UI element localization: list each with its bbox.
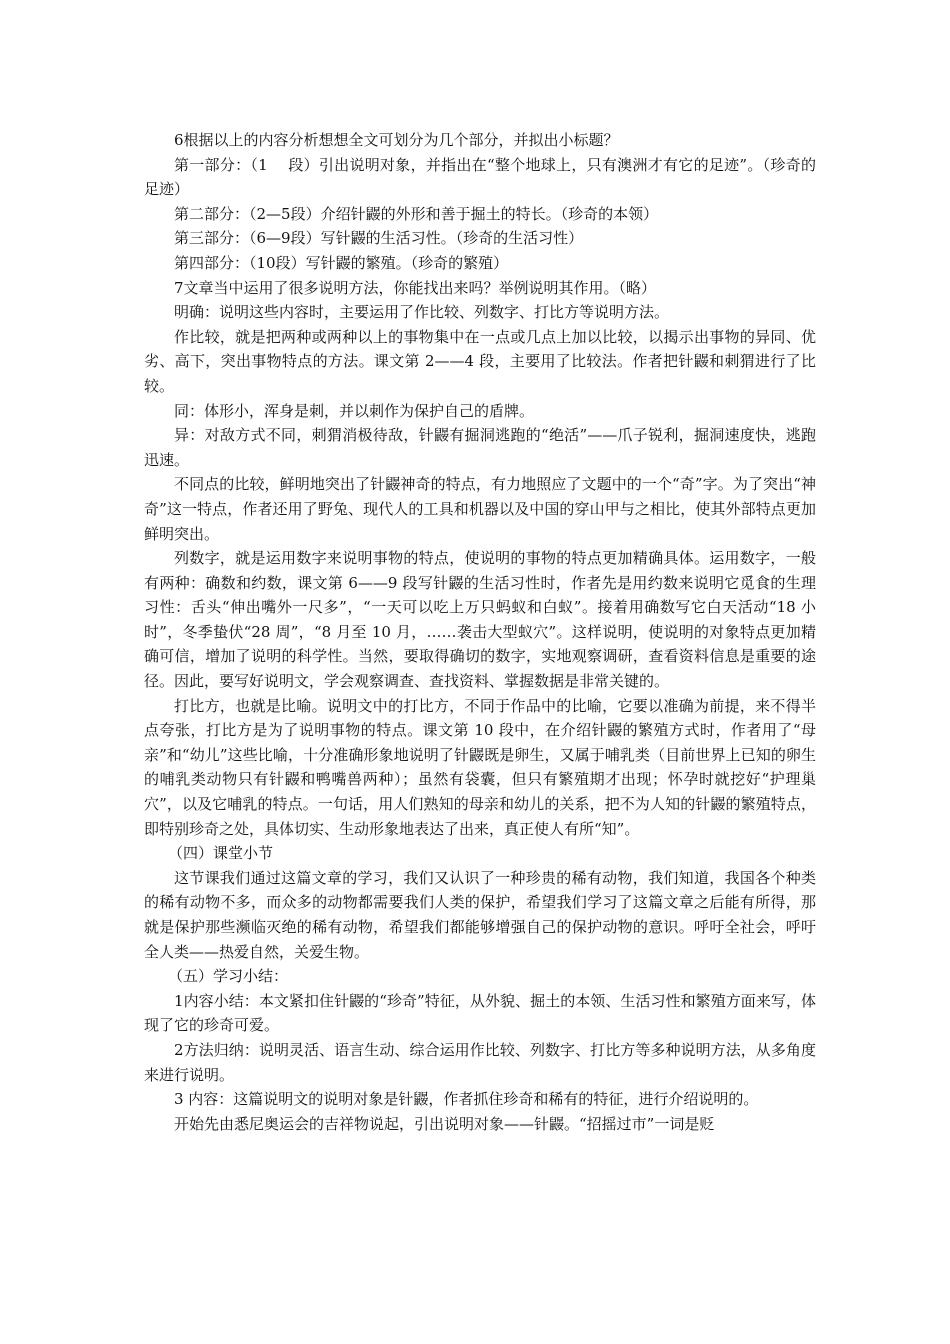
numbers-paragraph: 列数字，就是运用数字来说明事物的特点，使说明的事物的特点更加精确具体。运用数字，一般有两种：确数和约数，课文第 6——9 段写针鼹的生活习性时，作者先是用约数来说明它觅食的生理习性：舌头“伸出嘴外一尺多”，“一天可以吃上万只蚂蚁和白蚁”。接着用确数写它白天活动“18 小时”，冬季蛰伏“28 周”，“8 月至 10 月，……袭击大型蚁穴”。这样说明，使说明的对象特点更加精确可信，增加了说明的科学性。当然，要取得确切的数字，实地观察调研，查看资料信息是重要的途径。因此，要写好说明文，学会观察调查、查找资料、掌握数据是非常关键的。 — [144, 549, 816, 691]
section-4-heading: （四）课堂小节 — [168, 844, 274, 863]
metaphor-paragraph: 打比方，也就是比喻。说明文中的打比方，不同于作品中的比喻，它要以准确为前提，来不得半点夸张，打比方是为了说明事物的特点。课文第 10 段中，在介绍针鼹的繁殖方式时，作者用了“母亲”和“幼儿”这些比喻，十分准确形象地说明了针鼹既是卵生，又属于哺乳类（目前世界上已知的卵生的哺乳类动物只有针鼹和鸭嘴兽两种）；虽然有袋囊，但只有繁殖期才出现；怀孕时就挖好“护理巢穴”，以及它哺乳的特点。一句话，用人们熟知的母亲和幼儿的关系，把不为人知的针鼹的繁殖特点，即特别珍奇之处，具体切实、生动形象地表达了出来，真正使人有所“知”。 — [144, 696, 816, 838]
part-1: 第一部分：（1 段）引出说明对象，并指出在“整个地球上，只有澳洲才有它的足迹”。（珍奇的足迹） — [144, 155, 816, 199]
section-5-heading: （五）学习小结： — [168, 967, 289, 986]
part-4: 第四部分：（10段）写针鼹的繁殖。（珍奇的繁殖） — [174, 253, 509, 272]
question-7: 7文章当中运用了很多说明方法，你能找出来吗？举例说明其作用。（略） — [174, 278, 657, 297]
comparison-paragraph: 作比较，就是把两种或两种以上的事物集中在一点或几点上加以比较，以揭示出事物的异同、优劣、高下，突出事物特点的方法。课文第 2——4 段，主要用了比较法。作者把针鼹和刺猬进行了比较。 — [144, 327, 816, 395]
document-body — [144, 128, 816, 1136]
comparison-effect-paragraph: 不同点的比较，鲜明地突出了针鼹神奇的特点，有力地照应了文题中的一个“奇”字。为了突出“神奇”这一特点，作者还用了野兔、现代人的工具和机器以及中国的穿山甲与之相比，使其外部特点更加鲜明突出。 — [144, 475, 816, 543]
method-summary: 2方法归纳：说明灵活、语言生动、综合运用作比较、列数字、打比方等多种说明方法，从多角度来进行说明。 — [144, 1040, 816, 1084]
question-6: 6根据以上的内容分析想想全文可划分为几个部分，并拟出小标题？ — [174, 131, 619, 149]
opening-paragraph: 开始先由悉尼奥运会的吉祥物说起，引出说明对象——针鼹。“招摇过市”一词是贬 — [174, 1114, 715, 1133]
part-2: 第二部分：（2—5段）介绍针鼹的外形和善于掘土的特长。（珍奇的本领） — [174, 204, 659, 223]
content-summary: 1内容小结：本文紧扣住针鼹的“珍奇”特征，从外貌、掘土的本领、生活习性和繁殖方面来写，体现了它的珍奇可爱。 — [144, 991, 816, 1035]
part-3: 第三部分：（6—9段）写针鼹的生活习性。（珍奇的生活习性） — [174, 229, 584, 248]
class-summary-paragraph: 这节课我们通过这篇文章的学习，我们又认识了一种珍贵的稀有动物，我们知道，我国各个种类的稀有动物不多，而众多的动物都需要我们人类的保护，希望我们学习了这篇文章之后能有所得，那就是保护那些濒临灭绝的稀有动物，希望我们都能够增强自己的保护动物的意识。呼吁全社会，呼吁全人类——热爱自然，关爱生物。 — [144, 868, 816, 961]
answer-intro: 明确：说明这些内容时，主要运用了作比较、列数字、打比方等说明方法。 — [174, 303, 670, 322]
content-point-3: 3 内容：这篇说明文的说明对象是针鼹，作者抓住珍奇和稀有的特征，进行介绍说明的。 — [174, 1090, 759, 1109]
similarity-paragraph: 同：体形小，浑身是刺，并以刺作为保护自己的盾牌。 — [174, 401, 535, 420]
difference-paragraph: 异：对敌方式不同，刺猬消极待敌，针鼹有掘洞逃跑的“绝活”——爪子锐利，掘洞速度快，逃跑迅速。 — [144, 426, 816, 469]
